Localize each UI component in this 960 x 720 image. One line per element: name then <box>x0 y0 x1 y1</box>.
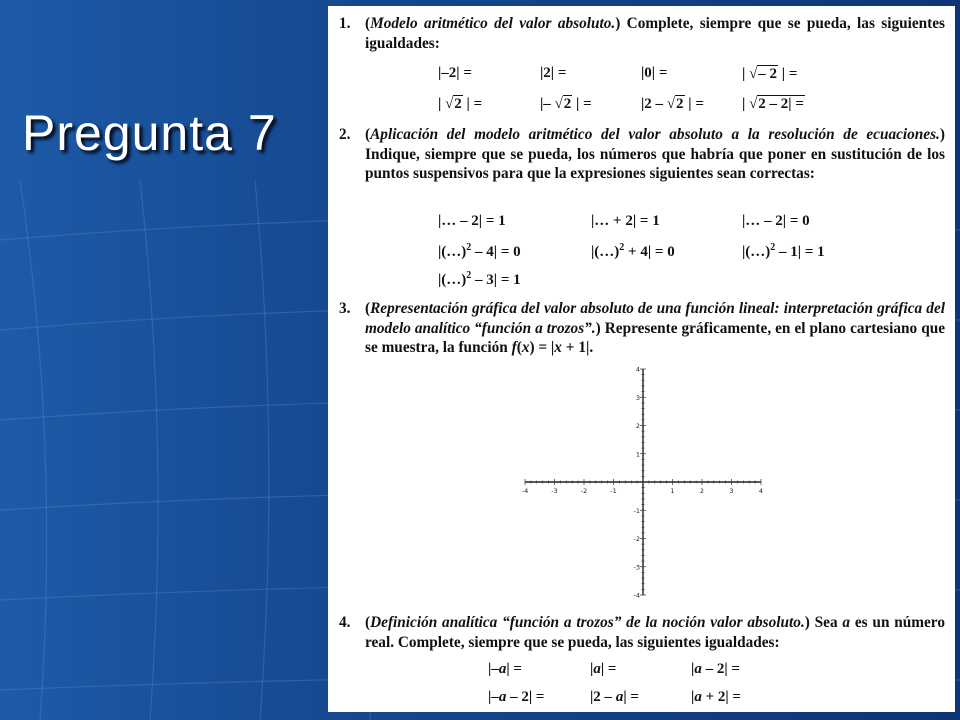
equation: |a + 2| = <box>691 689 741 705</box>
x-tick-label: -2 <box>580 487 588 495</box>
x-tick-label: -1 <box>610 487 617 495</box>
equation: |a – 2| = <box>691 661 740 677</box>
x-tick-label: 2 <box>699 487 705 495</box>
equation: | √2 – 2| = <box>742 96 804 112</box>
equation: |(…)$^2$ – 1| = 1 <box>742 242 825 260</box>
y-tick-label: -1 <box>633 506 640 515</box>
question-topic: Representación gráfica del valor absoluto de una función lineal: interpretación gráfica del modelo analítico “función a trozos”. <box>365 300 945 337</box>
radicand: 2 <box>454 96 462 112</box>
function-name: f <box>511 339 517 356</box>
question-instruction: ) Represente gráficamente, en el plano cartesiano que se muestra, la función <box>365 319 945 356</box>
function-end: + 1|. <box>561 339 594 356</box>
y-tick-label: -3 <box>633 563 640 572</box>
exercise-sheet <box>328 6 955 712</box>
function-body: ) = | <box>529 339 555 356</box>
question-text: (Aplicación del modelo aritmético del valor absoluto a la resolución de ecuaciones.) Indique, siempre que se pueda, los números que habría que poner en sustitución de los puntos suspensivos para que la expresiones siguientes sean correctas: <box>365 126 945 182</box>
radicand: 2 <box>563 96 572 112</box>
equation: |(…)$^2$ + 4| = 0 <box>591 242 675 260</box>
equation: |–a| = <box>488 661 522 677</box>
question-topic: Definición analítica “función a trozos” de la noción valor absoluto. <box>370 614 805 631</box>
equation: |(…)$^2$ – 4| = 0 <box>438 242 521 260</box>
question-instruction: ) Indique, siempre que se pueda, los números que habría que poner en sustitución de los puntos suspensivos para que la expresiones siguientes sean correctas: <box>365 126 945 182</box>
question-number: 3. <box>339 300 351 317</box>
radicand-expression: 2 – 2| = <box>758 96 804 112</box>
equation: |a| = <box>590 661 617 677</box>
x-tick-label: 3 <box>729 487 734 495</box>
question-instruction: ) Sea <box>804 614 843 631</box>
equation: |… – 2| = 1 <box>438 213 506 229</box>
equation: | √2 | = <box>438 96 483 112</box>
question-text: (Definición analítica “función a trozos” de la noción valor absoluto.) Sea a es un número real. Complete, siempre que se pueda, las siguientes igualdades: <box>365 614 945 651</box>
y-tick-label: -2 <box>633 535 640 543</box>
y-tick-label: 4 <box>635 365 640 374</box>
x-tick-label: 4 <box>758 487 764 495</box>
equation: |– √2 | = <box>540 96 592 112</box>
question-text: (Representación gráfica del valor absoluto de una función lineal: interpretación gráfica del modelo analítico “función a trozos”.) Represente gráficamente, en el plano cartesiano que se muestra, la función f(x) = |x + 1|. <box>365 300 945 356</box>
question-number: 1. <box>339 15 351 32</box>
question-instruction: ) Complete, siempre que se pueda, las siguientes igualdades: <box>365 15 945 52</box>
x-tick-label: 1 <box>670 487 675 495</box>
radicand: – 2 <box>758 66 778 82</box>
question-1 <box>339 14 945 53</box>
equation: |2 – √2 | = <box>641 96 704 112</box>
y-tick-label: 1 <box>635 450 640 459</box>
y-tick-label: 3 <box>635 393 640 402</box>
equation: |(…)$^2$ – 3| = 1 <box>438 270 521 288</box>
x-tick-label: -4 <box>521 487 529 495</box>
question-topic: Aplicación del modelo aritmético del valor absoluto a la resolución de ecuaciones. <box>370 126 940 143</box>
function-variable: x <box>521 339 530 356</box>
question-instruction-end: es un número real. Complete, siempre que se pueda, las siguientes igualdades: <box>365 614 945 651</box>
variable-a: a <box>842 614 851 631</box>
question-text: (Modelo aritmético del valor absoluto.) Complete, siempre que se pueda, las siguientes igualdades: <box>365 15 945 52</box>
question-number: 2. <box>339 126 351 143</box>
y-tick-label: -4 <box>633 591 640 600</box>
question-4 <box>339 613 945 652</box>
x-tick-label: -3 <box>551 487 558 495</box>
slide-title: Pregunta 7 <box>22 105 277 161</box>
question-number: 4. <box>339 614 351 631</box>
equation: |2| = <box>540 65 567 81</box>
equation: | √– 2 | = <box>742 66 798 82</box>
equation: |2 – a| = <box>590 689 639 705</box>
equation: |… + 2| = 1 <box>591 213 660 229</box>
question-3 <box>339 299 945 358</box>
radicand: 2 <box>676 96 684 112</box>
y-tick-label: 2 <box>635 422 640 430</box>
function-variable: x <box>554 339 562 356</box>
question-topic: Modelo aritmético del valor absoluto. <box>370 15 616 32</box>
cartesian-plane <box>518 362 768 602</box>
question-2 <box>339 125 945 184</box>
equation: |–2| = <box>438 65 472 81</box>
equation-prefix: |2 – <box>641 96 667 112</box>
equation: |–a – 2| = <box>488 689 545 705</box>
equation: |… – 2| = 0 <box>742 213 810 229</box>
equation: |0| = <box>641 65 668 81</box>
